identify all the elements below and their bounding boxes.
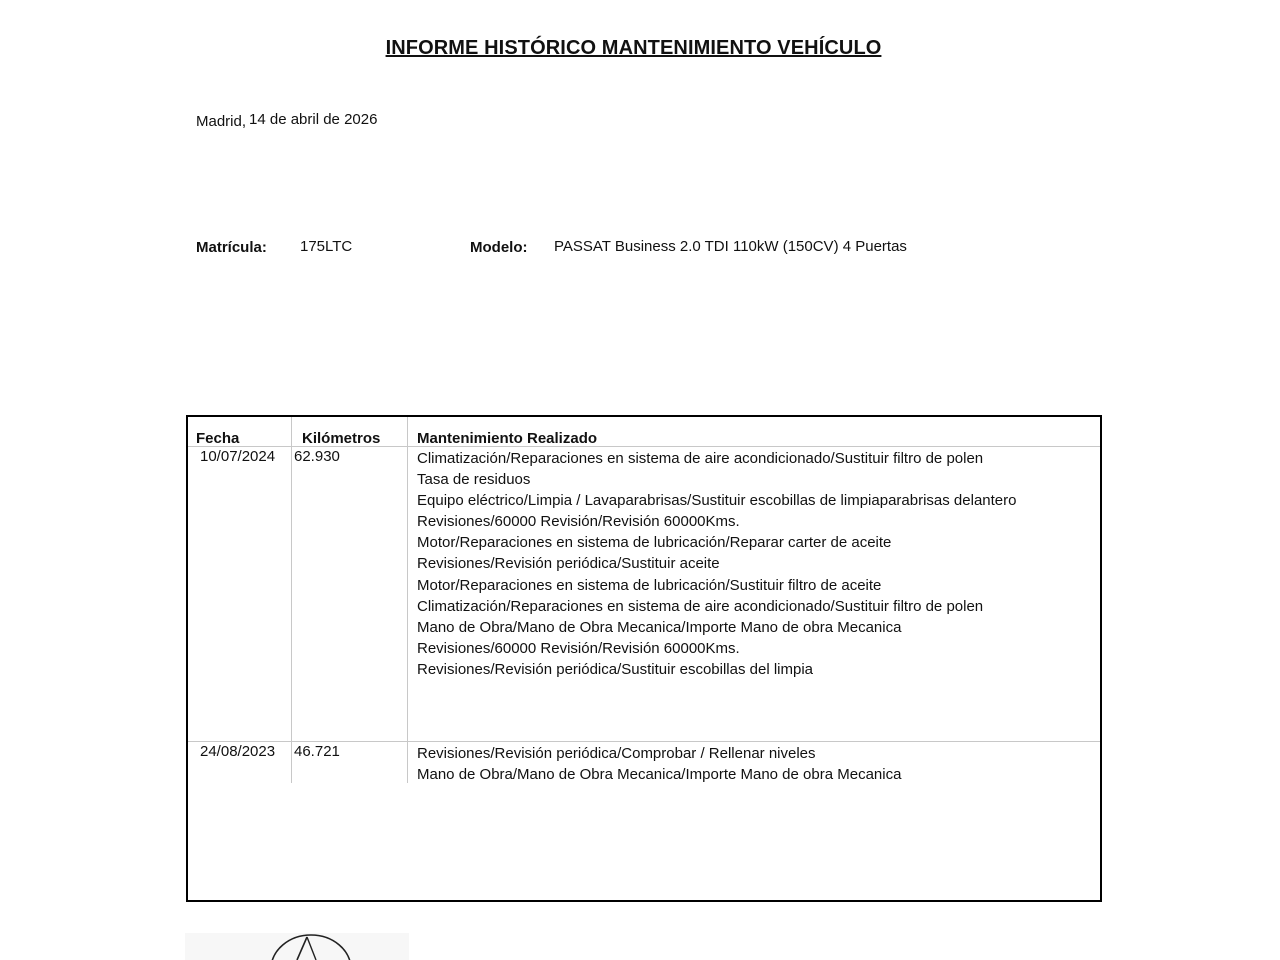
row-km: 46.721	[294, 743, 340, 760]
list-item: Revisiones/60000 Revisión/Revisión 60000Kms.	[417, 513, 740, 531]
list-item: Revisiones/Revisión periódica/Sustituir aceite	[417, 555, 720, 573]
list-item: Revisiones/Revisión periódica/Sustituir escobillas del limpia	[417, 660, 814, 678]
list-item: Equipo eléctrico/Limpia / Lavaparabrisas/Sustituir escobillas de limpiaparabrisas delantero	[417, 492, 1017, 510]
list-item: Revisiones/Revisión periódica/Comprobar / Rellenar niveles	[417, 745, 816, 762]
list-item: Mano de Obra/Mano de Obra Mecanica/Importe Mano de obra Mecanica	[417, 618, 902, 636]
column-header-km: Kilómetros	[302, 430, 381, 447]
logo-mark-icon	[185, 933, 409, 960]
row-maintenance-list	[417, 448, 1017, 680]
city-label: Madrid,	[196, 113, 247, 130]
list-item: Climatización/Reparaciones en sistema de aire acondicionado/Sustituir filtro de polen	[417, 450, 984, 467]
list-item: Climatización/Reparaciones en sistema de aire acondicionado/Sustituir filtro de polen	[417, 597, 984, 615]
list-item: Motor/Reparaciones en sistema de lubricación/Sustituir filtro de aceite	[417, 576, 882, 594]
row-km: 62.930	[294, 448, 340, 465]
column-divider-date	[291, 417, 292, 783]
report-date: 14 de abril de 2026	[249, 111, 378, 128]
model-value: PASSAT Business 2.0 TDI 110kW (150CV) 4 Puertas	[554, 238, 907, 255]
row-date: 24/08/2023	[200, 743, 276, 760]
list-item: Revisiones/60000 Revisión/Revisión 60000Kms.	[417, 639, 740, 657]
list-item: Motor/Reparaciones en sistema de lubricación/Reparar carter de aceite	[417, 534, 892, 552]
column-header-date: Fecha	[196, 430, 240, 447]
row-maintenance-list	[417, 743, 1017, 785]
report-title: INFORME HISTÓRICO MANTENIMIENTO VEHÍCULO	[385, 37, 882, 59]
plate-value: 175LTC	[300, 238, 353, 255]
row-divider	[188, 741, 1100, 742]
plate-label: Matrícula:	[196, 239, 267, 256]
column-divider-km	[407, 417, 408, 783]
row-date: 10/07/2024	[200, 448, 276, 465]
list-item: Mano de Obra/Mano de Obra Mecanica/Importe Mano de obra Mecanica	[417, 766, 902, 784]
brand-logo-stamp-icon	[185, 933, 409, 960]
list-item: Tasa de residuos	[417, 471, 531, 489]
maintenance-table	[186, 415, 1102, 902]
column-header-work: Mantenimiento Realizado	[417, 430, 598, 447]
model-label: Modelo:	[470, 239, 528, 256]
